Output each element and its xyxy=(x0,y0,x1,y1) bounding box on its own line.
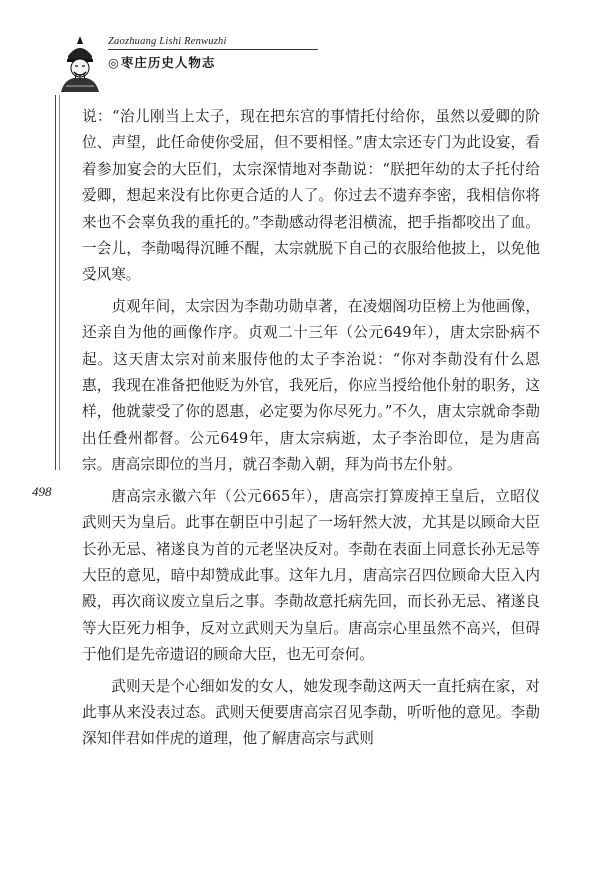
page-number: 498 xyxy=(32,484,52,499)
series-title-english: Zaozhuang Lishi Renwuzhi xyxy=(108,36,318,50)
series-title-chinese xyxy=(108,53,318,71)
body-text xyxy=(82,104,540,753)
paragraph: 贞观年间，太宗因为李勣功勋卓著，在凌烟阁功臣榜上为他画像，还亲自为他的画像作序。贞观二十三年（公元649年），唐太宗卧病不起。这天唐太宗对前来服侍他的太子李治说：“你对李勣没有什么恩惠，我现在准备把他贬为外官，我死后，你应当授给他仆射的职务，这样，他就蒙受了你的恩惠，必定要为你尽死力。”不久，唐太宗就命李勣出任叠州都督。公元649年，唐太宗病逝，太子李治即位，是为唐高宗。唐高宗即位的当月，就召李勣入朝，拜为尚书左仆射。 xyxy=(82,297,540,474)
margin-rule xyxy=(55,95,56,470)
paragraph: 武则天是个心细如发的女人，她发现李勣这两天一直托病在家，对此事从来没表过态。武则天便要唐高宗召见李勣，听听他的意见。李勣深知伴君如伴虎的道理，他了解唐高宗与武则 xyxy=(82,677,540,748)
bullet-mark: ◎ xyxy=(108,55,120,70)
paragraph: 说：“治儿刚当上太子，现在把东宫的事情托付给你，虽然以爱卿的阶位、声望，此任命使你受屈，但不要相怪。”唐太宗还专门为此设宴，看着参加宴会的大臣们，太宗深情地对李勣说：“朕把年幼的太子托付给爱卿，想起来没有比你更合适的人了。你过去不遗弃李密，我相信你将来也不会辜负我的重托的。”李勣感动得老泪横流，把手指都咬出了血。一会儿，李勣喝得沉睡不醒，太宗就脱下自己的衣服给他披上，以免他受风寒。 xyxy=(82,108,540,284)
paragraph: 唐高宗永徽六年（公元665年），唐高宗打算废掉王皇后，立昭仪武则天为皇后。此事在朝臣中引起了一场轩然大波，尤其是以顾命大臣长孙无忌、褚遂良为首的元老坚决反对。李勣在表面上同意长孙无忌等大臣的意见，暗中却赞成此事。这年九月，唐高宗召四位顾命大臣入内殿，再次商议废立皇后之事。李勣故意托病先回，而长孙无忌、褚遂良等大臣死力相争，反对立武则天为皇后。唐高宗心里虽然不高兴，但碍于他们是先帝遗诏的顾命大臣，也无可奈何。 xyxy=(82,487,540,664)
series-title-chinese-text: 枣庄历史人物志 xyxy=(120,55,216,70)
running-header xyxy=(58,34,358,94)
general-portrait-icon xyxy=(58,34,102,92)
margin-rule-inner xyxy=(59,95,60,470)
